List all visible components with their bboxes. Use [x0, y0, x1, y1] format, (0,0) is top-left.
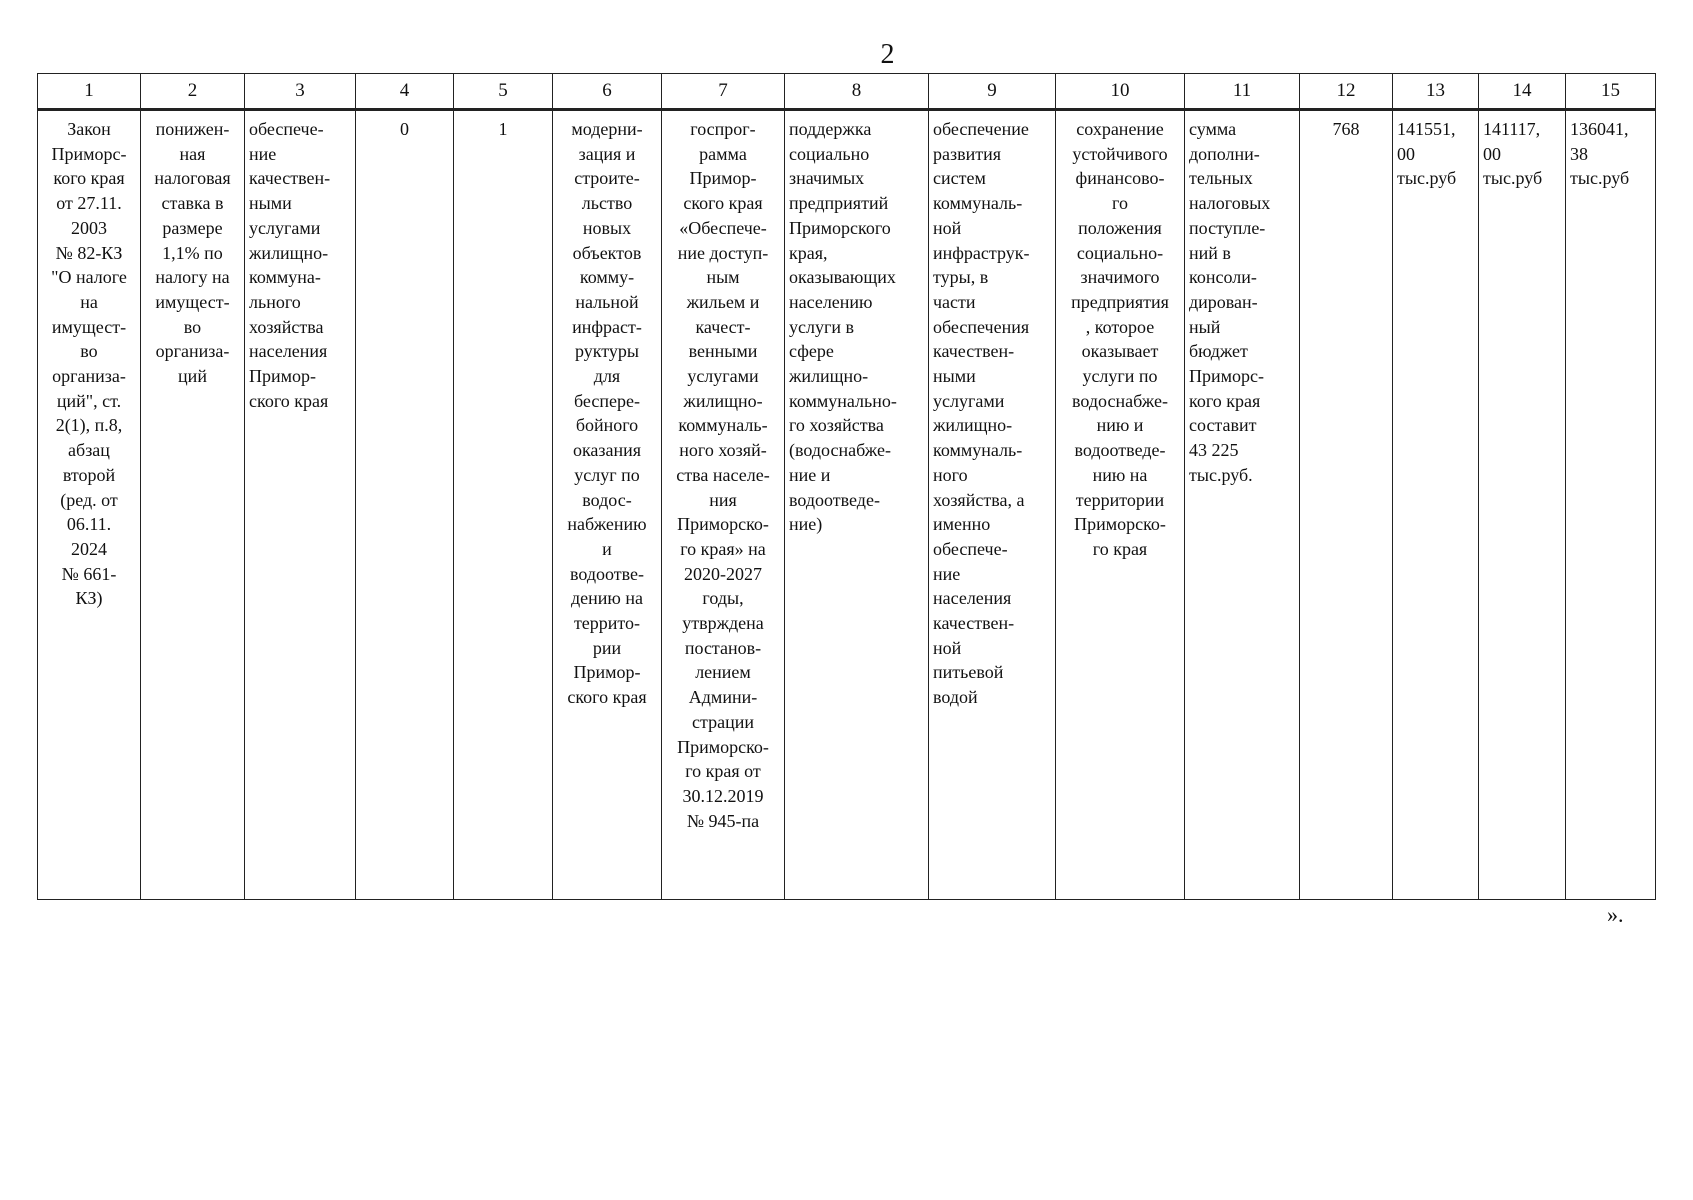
cell-financial-stability — [1056, 110, 1185, 900]
column-number-header: 12 — [1300, 74, 1393, 110]
cell-value-14 — [1479, 110, 1566, 900]
cell-text: 1 — [498, 119, 508, 139]
cell-text: обеспече- ние качествен- ными услугами жилищно- коммуна- льного хозяйства населения Примор- ского края — [249, 119, 331, 411]
cell-text: сохранение устойчивого финансово- го положения социально- значимого предприятия , которое оказывает услуги по водоснабже- нию и водоотведе- нию на территории Приморско- го края — [1071, 119, 1169, 559]
cell-additional-revenue — [1185, 110, 1300, 900]
cell-text: модерни- зация и строите- льство новых объектов комму- нальной инфраст- руктуры для беспере- бойного оказания услуг по водос- набжению и водоотве- дению на террито- рии Примор- ского края — [567, 119, 647, 708]
cell-text: Закон Приморс- кого края от 27.11. 2003 № 82-КЗ "О налоге на имущест- во организа- ций", ст. 2(1), п.8, абзац второй (ред. от 06.11. 2024 № 661- КЗ) — [51, 119, 127, 609]
cell-value-5 — [454, 110, 553, 900]
cell-law-reference — [38, 110, 141, 900]
column-number-row — [38, 74, 1656, 110]
cell-text: 768 — [1332, 119, 1360, 139]
column-number-header: 11 — [1185, 74, 1300, 110]
cell-benefit-type — [141, 110, 245, 900]
cell-goal — [245, 110, 356, 900]
cell-text: 141551, 00 тыс.руб — [1397, 119, 1457, 189]
column-number-header: 2 — [141, 74, 245, 110]
cell-text: госпрог- рамма Примор- ского края «Обеспече- ние доступ- ным жильем и качест- венными услугами жилищно- коммуналь- ного хозяй- ства населе- ния Приморско- го края» на 2020-2027 годы, утврждена постанов- лением Админи- страции Приморско- го края от 30.12.2019 № 945-па — [676, 119, 770, 831]
cell-text: поддержка социально значимых предприятий Приморского края, оказывающих населению услуги в сфере жилищно- коммунально- го хозяйства (водоснабже- ние и водоотведе- ние) — [789, 119, 897, 535]
column-number-header: 5 — [454, 74, 553, 110]
cell-text: понижен- ная налоговая ставка в размере 1,1% по налогу на имущест- во организа- ций — [154, 119, 231, 387]
column-number-header: 6 — [553, 74, 662, 110]
column-number-header: 1 — [38, 74, 141, 110]
column-number-header: 7 — [662, 74, 785, 110]
cell-text: 141117, 00 тыс.руб — [1483, 119, 1543, 189]
cell-state-program — [662, 110, 785, 900]
cell-value-4 — [356, 110, 454, 900]
cell-development — [929, 110, 1056, 900]
column-number-header: 8 — [785, 74, 929, 110]
column-number-header: 15 — [1566, 74, 1656, 110]
table-row — [38, 110, 1656, 900]
column-number-header: 9 — [929, 74, 1056, 110]
cell-text: 0 — [400, 119, 409, 139]
cell-text: 136041, 38 тыс.руб — [1570, 119, 1630, 189]
cell-value-13 — [1393, 110, 1479, 900]
cell-modernization — [553, 110, 662, 900]
page-number: 2 — [880, 39, 895, 70]
cell-text: сумма дополни- тельных налоговых поступле- ний в консоли- дирован- ный бюджет Приморс- кого края составит 43 225 тыс.руб. — [1189, 119, 1271, 485]
column-number-header: 3 — [245, 74, 356, 110]
cell-support — [785, 110, 929, 900]
column-number-header: 10 — [1056, 74, 1185, 110]
cell-value-15 — [1566, 110, 1656, 900]
closing-quote-mark: ». — [1607, 902, 1624, 927]
tax-expenditure-table — [37, 73, 1656, 900]
cell-value-12 — [1300, 110, 1393, 900]
cell-text: обеспечение развития систем коммуналь- ной инфраструк- туры, в части обеспечения качествен- ными услугами жилищно- коммуналь- ного хозяйства, а именно обеспече- ние населения качествен- ной питьевой водой — [933, 119, 1030, 708]
column-number-header: 4 — [356, 74, 454, 110]
column-number-header: 13 — [1393, 74, 1479, 110]
column-number-header: 14 — [1479, 74, 1566, 110]
